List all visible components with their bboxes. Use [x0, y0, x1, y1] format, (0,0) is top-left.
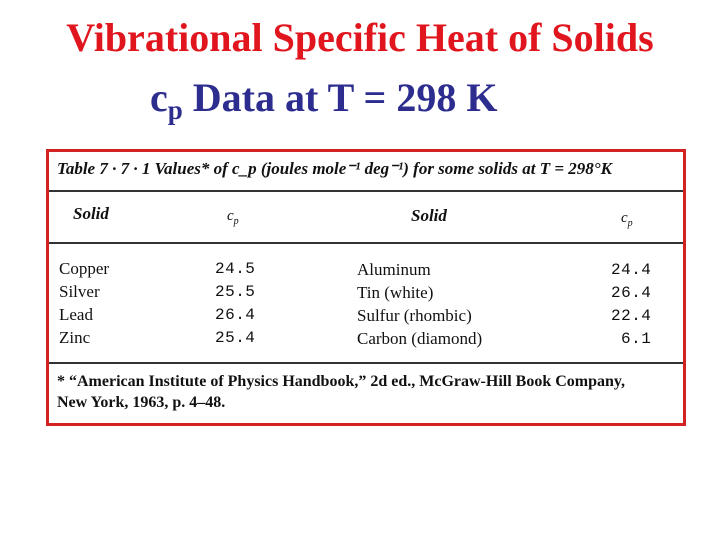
table-row-1-left-solid: Copper — [59, 259, 110, 278]
subtitle-subscript: p — [167, 95, 183, 125]
table-row-2-left-cp: 25.5 — [215, 283, 256, 301]
table-row-2-right-solid: Tin (white) — [357, 283, 434, 302]
table-row-3-right-solid: Sulfur (rhombic) — [357, 306, 472, 325]
subtitle-rest: Data at T = 298 K — [182, 75, 498, 120]
header-rule — [49, 242, 683, 244]
header-cp-right-c: c — [621, 210, 628, 226]
table-row-1-left-cp: 24.5 — [215, 260, 256, 278]
table-row-1-right-cp: 24.4 — [611, 261, 652, 279]
slide-title: Vibrational Specific Heat of Solids — [66, 15, 654, 60]
header-cp-right-sub: p — [627, 218, 633, 229]
table-footnote-line-2: New York, 1963, p. 4–48. — [57, 394, 226, 411]
header-cp-right — [621, 210, 633, 229]
subtitle-prefix: c — [150, 75, 168, 120]
table-row-3-left-solid: Lead — [59, 305, 93, 324]
table-caption: Table 7 · 7 · 1 Values* of c_p (joules mole⁻¹ deg⁻¹) for some solids at T = 298°K — [57, 159, 612, 178]
footer-rule — [49, 362, 683, 364]
table-row-4-right-cp: 6.1 — [621, 330, 652, 348]
table-row-2-left-solid: Silver — [59, 282, 100, 301]
table-footnote-line-1: * “American Institute of Physics Handbook,” 2d ed., McGraw-Hill Book Company, — [57, 373, 626, 390]
table-row-4-left-solid: Zinc — [59, 328, 91, 347]
table-row-4-left-cp: 25.4 — [215, 329, 256, 347]
header-solid-left: Solid — [73, 204, 109, 223]
header-cp-left-sub: p — [233, 216, 239, 227]
header-cp-left-c: c — [227, 208, 234, 224]
table-row-4-right-solid: Carbon (diamond) — [357, 329, 483, 348]
table-row-3-left-cp: 26.4 — [215, 306, 256, 324]
table-image-frame — [46, 149, 686, 426]
table-row-1-right-solid: Aluminum — [357, 260, 431, 279]
header-solid-right: Solid — [411, 206, 447, 225]
header-cp-left — [227, 208, 239, 227]
table-row-3-right-cp: 22.4 — [611, 307, 652, 325]
caption-rule — [49, 190, 683, 192]
slide-subtitle — [150, 74, 498, 125]
table-row-2-right-cp: 26.4 — [611, 284, 652, 302]
